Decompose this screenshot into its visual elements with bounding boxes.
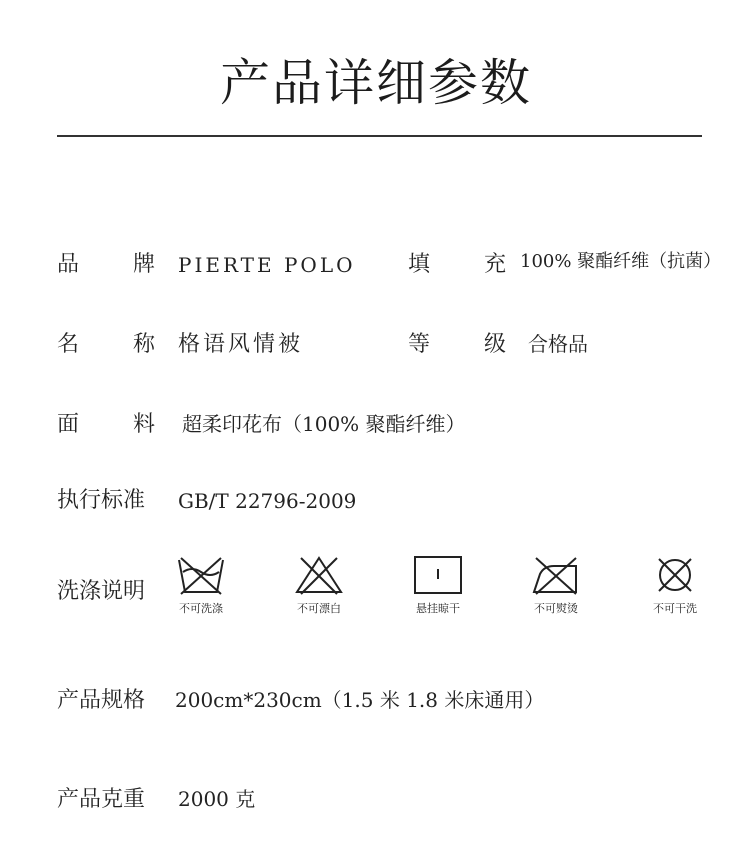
care-label-no-bleach: 不可漂白: [297, 602, 341, 615]
fabric-label-char-2: 料: [133, 412, 156, 437]
grade-value: 合格品: [528, 332, 588, 356]
title-divider: [57, 135, 702, 137]
fabric-value: 超柔印花布（100% 聚酯纤维）: [182, 412, 466, 436]
standard-value: GB/T 22796-2009: [178, 489, 357, 513]
filling-label-char-2: 充: [484, 252, 507, 277]
brand-label-char-2: 牌: [133, 252, 156, 277]
no-dry-clean-icon: [649, 554, 701, 596]
weight-value: 2000 克: [178, 787, 256, 811]
name-value: 格语风情被: [178, 332, 304, 357]
name-label-char-1: 名: [57, 332, 80, 357]
care-item-hang-dry: [393, 554, 483, 616]
care-label-no-wash: 不可洗涤: [179, 602, 223, 615]
care-label-hang-dry: 悬挂晾干: [416, 602, 460, 615]
standard-label: 执行标准: [57, 488, 146, 513]
no-iron-icon: [530, 554, 582, 596]
no-hand-wash-icon: [175, 554, 227, 596]
brand-label-char-1: 品: [57, 252, 80, 277]
grade-label-char-1: 等: [408, 332, 431, 357]
no-bleach-icon: [293, 554, 345, 596]
care-item-no-bleach: [274, 554, 364, 616]
size-value: 200cm*230cm（1.5 米 1.8 米床通用）: [175, 688, 545, 712]
fabric-label-char-1: 面: [57, 412, 80, 437]
page-title: 产品详细参数: [220, 54, 532, 112]
brand-value: PIERTE POLO: [178, 253, 356, 277]
care-item-no-dry-clean: [630, 554, 720, 616]
filling-value: 100% 聚酯纤维（抗菌）: [520, 251, 722, 272]
size-label: 产品规格: [57, 688, 146, 713]
weight-label: 产品克重: [57, 787, 146, 812]
washing-label: 洗涤说明: [57, 579, 146, 604]
filling-label-char-1: 填: [408, 252, 431, 277]
hang-dry-icon: [412, 554, 464, 596]
care-label-no-iron: 不可熨烫: [534, 602, 578, 615]
care-item-no-iron: [511, 554, 601, 616]
care-label-no-dry-clean: 不可干洗: [653, 602, 697, 615]
name-label-char-2: 称: [133, 332, 156, 357]
care-item-no-wash: [156, 554, 246, 616]
grade-label-char-2: 级: [484, 332, 507, 357]
